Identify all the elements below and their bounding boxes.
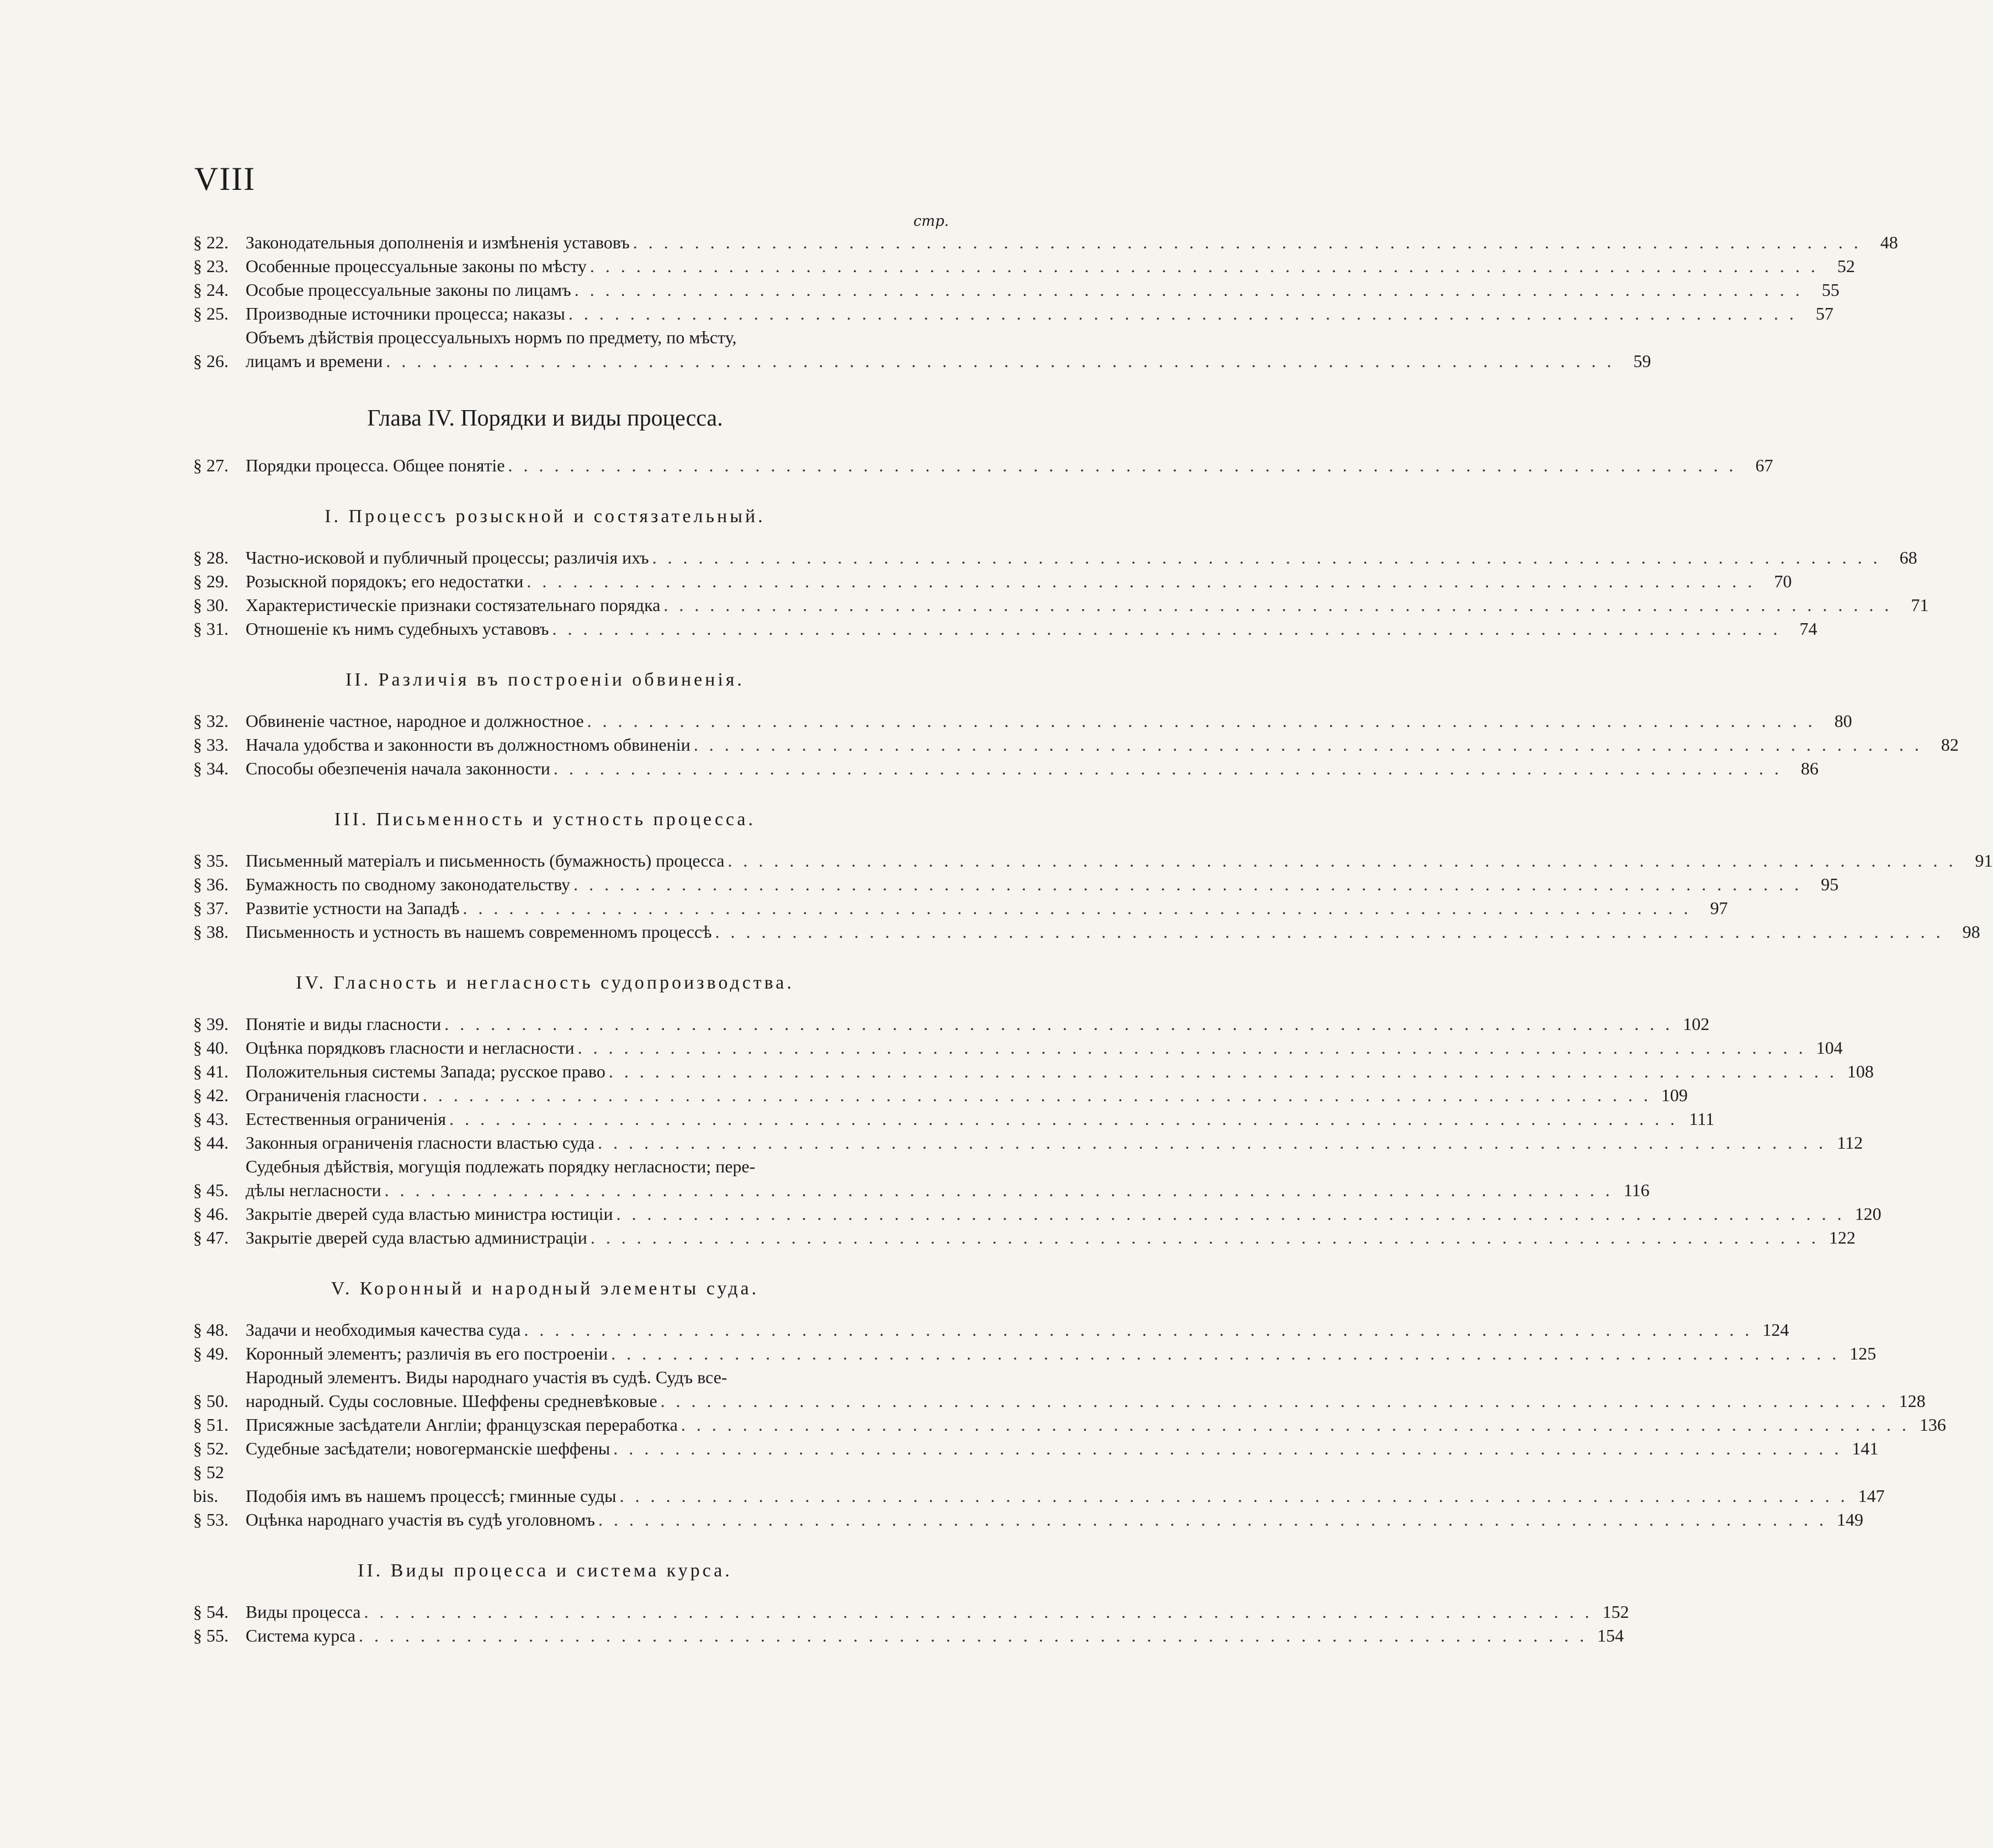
section-number: § 52. [193, 1438, 228, 1458]
entry-body [246, 1318, 1789, 1342]
entry-body [246, 849, 1993, 873]
entry-body [246, 231, 1898, 254]
section-number: § 29. [193, 571, 228, 591]
entry-body [246, 1084, 1688, 1107]
page-ref: 95 [1821, 874, 1839, 894]
page-ref: 74 [1799, 619, 1817, 639]
toc-entry [193, 1084, 1688, 1107]
dot-leader: . . . . . . . . . . . . . . . . . . . . . . . . . . . . . . . . . . . . . . . . . . . . . . . . . . . . . . . . . . . . . . . . . . . . . . . . . . . . . . . . [568, 304, 1797, 323]
entry-body [246, 920, 1980, 944]
entry-continuation-line [246, 1389, 1926, 1413]
toc-section [193, 973, 1882, 1250]
toc-entry [193, 326, 1651, 373]
toc-entry [193, 231, 1898, 254]
toc-entry [193, 1461, 1885, 1508]
entry-title: Система курса [246, 1626, 355, 1645]
section-number: § 25. [193, 304, 228, 323]
toc-entry [193, 570, 1792, 593]
dot-leader: . . . . . . . . . . . . . . . . . . . . . . . . . . . . . . . . . . . . . . . . . . . . . . . . . . . . . . . . . . . . . . . . . . . . . . . . . . . . . . . . [663, 595, 1893, 615]
entry-title: Естественныя ограниченія [246, 1109, 447, 1129]
section-number: § 52 bis. [193, 1462, 224, 1506]
dot-leader: . . . . . . . . . . . . . . . . . . . . . . . . . . . . . . . . . . . . . . . . . . . . . . . . . . . . . . . . . . . . . . . . . . . . . . . . . . . . . . . . [652, 548, 1881, 567]
dot-leader: . . . . . . . . . . . . . . . . . . . . . . . . . . . . . . . . . . . . . . . . . . . . . . . . . . . . . . . . . . . . . . . . . . . . . . . . . . . . . . . . [384, 1180, 1613, 1200]
table-of-contents [193, 231, 1993, 1648]
page-ref: 136 [1919, 1415, 1946, 1435]
toc-section [193, 809, 1993, 944]
toc-entry [193, 1036, 1843, 1060]
page-ref: 116 [1623, 1180, 1650, 1200]
page-ref: 57 [1815, 304, 1833, 323]
entry-title: Характеристическіе признаки состязательнаго порядка [246, 595, 661, 615]
entry-body [246, 617, 1817, 641]
entry-title: Подобія имъ въ нашемъ процессѣ; гминные суды [246, 1486, 616, 1506]
toc-section [193, 1560, 1629, 1648]
toc-entry [193, 546, 1917, 570]
page-ref: 152 [1602, 1602, 1629, 1622]
entry-title: Ограниченія гласности [246, 1085, 419, 1105]
dot-leader: . . . . . . . . . . . . . . . . . . . . . . . . . . . . . . . . . . . . . . . . . . . . . . . . . . . . . . . . . . . . . . . . . . . . . . . . . . . . . . . . [573, 874, 1803, 894]
page-ref: 128 [1899, 1391, 1926, 1411]
entry-title: Коронный элементъ; различія въ его построеніи [246, 1343, 608, 1363]
entry-body [246, 733, 1959, 757]
section-number: § 24. [193, 280, 228, 300]
page-ref: 120 [1854, 1204, 1882, 1224]
entry-body [246, 570, 1792, 593]
entry-body [246, 896, 1728, 920]
entry-title: Положительныя системы Запада; русское право [246, 1061, 605, 1081]
entry-title: Письменный матеріалъ и письменность (бумажность) процесса [246, 851, 725, 870]
dot-leader: . . . . . . . . . . . . . . . . . . . . . . . . . . . . . . . . . . . . . . . . . . . . . . . . . . . . . . . . . . . . . . . . . . . . . . . . . . . . . . . . [527, 571, 1756, 591]
page-ref: 147 [1858, 1486, 1885, 1506]
entry-body [246, 1342, 1877, 1366]
entry-title: Особенные процессуальные законы по мѣсту [246, 256, 587, 276]
entry-body [246, 1155, 1650, 1202]
page-ref: 112 [1837, 1133, 1863, 1153]
entry-body [246, 757, 1819, 780]
sections [193, 506, 1993, 1648]
entry-body [246, 1366, 1926, 1413]
entry-title: Объемъ дѣйствія процессуальныхъ нормъ по предмету, по мѣсту, [246, 327, 737, 347]
toc-entry [193, 920, 1980, 944]
entry-body [246, 1012, 1710, 1036]
entry-title: Законныя ограниченія гласности властью суда [246, 1133, 595, 1153]
section-number: § 49. [193, 1343, 228, 1363]
dot-leader: . . . . . . . . . . . . . . . . . . . . . . . . . . . . . . . . . . . . . . . . . . . . . . . . . . . . . . . . . . . . . . . . . . . . . . . . . . . . . . . . [633, 232, 1862, 252]
toc-entry [193, 278, 1840, 302]
page-ref: 122 [1829, 1228, 1856, 1247]
page-ref: 149 [1837, 1510, 1864, 1530]
page-ref: 97 [1710, 898, 1728, 918]
toc-entry [193, 254, 1855, 278]
dot-leader: . . . . . . . . . . . . . . . . . . . . . . . . . . . . . . . . . . . . . . . . . . . . . . . . . . . . . . . . . . . . . . . . . . . . . . . . . . . . . . . . [608, 1061, 1837, 1081]
entry-title: Порядки процесса. Общее понятіе [246, 455, 505, 475]
section-number: § 33. [193, 735, 228, 755]
toc-section [193, 1278, 1946, 1532]
entry-title: Закрытіе дверей суда властью министра юстиціи [246, 1204, 613, 1224]
section-number: § 35. [193, 851, 228, 870]
section-heading: III. Письменность и устность процесса. [334, 809, 756, 830]
dot-leader: . . . . . . . . . . . . . . . . . . . . . . . . . . . . . . . . . . . . . . . . . . . . . . . . . . . . . . . . . . . . . . . . . . . . . . . . . . . . . . . . [386, 351, 1615, 371]
entry-title: Частно-исковой и публичный процессы; различія ихъ [246, 548, 649, 567]
toc-entry [193, 1366, 1926, 1413]
toc-entry [193, 1107, 1715, 1131]
entry-body [246, 454, 1773, 477]
entry-title: Судебные засѣдатели; новогерманскіе шеффены [246, 1438, 610, 1458]
dot-leader: . . . . . . . . . . . . . . . . . . . . . . . . . . . . . . . . . . . . . . . . . . . . . . . . . . . . . . . . . . . . . . . . . . . . . . . . . . . . . . . . [613, 1438, 1842, 1458]
section-number: § 41. [193, 1061, 228, 1081]
toc-entry [193, 1226, 1856, 1250]
entry-title: Способы обезпеченія начала законности [246, 758, 550, 778]
entry-body [246, 1036, 1843, 1060]
section-heading: IV. Гласность и негласность судопроизводства. [296, 973, 794, 993]
entry-title: Виды процесса [246, 1602, 361, 1622]
dot-leader: . . . . . . . . . . . . . . . . . . . . . . . . . . . . . . . . . . . . . . . . . . . . . . . . . . . . . . . . . . . . . . . . . . . . . . . . . . . . . . . . [619, 1486, 1848, 1506]
section-number: § 38. [193, 922, 228, 942]
entry-title: Присяжные засѣдатели Англіи; французская переработка [246, 1415, 678, 1435]
page-ref: 48 [1880, 232, 1898, 252]
section-number: § 45. [193, 1180, 228, 1200]
toc-entry [193, 1342, 1877, 1366]
entry-title: Производные источники процесса; наказы [246, 304, 565, 323]
page-ref: 86 [1800, 758, 1819, 778]
toc-entry [193, 757, 1819, 780]
entry-body [246, 709, 1852, 733]
section-number: § 54. [193, 1602, 228, 1622]
dot-leader: . . . . . . . . . . . . . . . . . . . . . . . . . . . . . . . . . . . . . . . . . . . . . . . . . . . . . . . . . . . . . . . . . . . . . . . . . . . . . . . . [598, 1510, 1827, 1530]
toc-entry [193, 1437, 1879, 1461]
entry-continuation-line [246, 349, 1651, 373]
entry-body [246, 546, 1917, 570]
entry-body [246, 1600, 1629, 1624]
section-number: § 50. [193, 1391, 228, 1411]
toc-entry [193, 454, 1773, 477]
dot-leader: . . . . . . . . . . . . . . . . . . . . . . . . . . . . . . . . . . . . . . . . . . . . . . . . . . . . . . . . . . . . . . . . . . . . . . . . . . . . . . . . [449, 1109, 1678, 1129]
entry-title: Обвиненіе частное, народное и должностное [246, 711, 584, 731]
section-number: § 42. [193, 1085, 228, 1105]
toc-entry [193, 1155, 1650, 1202]
entry-title: Бумажность по сводному законодательству [246, 874, 571, 894]
dot-leader: . . . . . . . . . . . . . . . . . . . . . . . . . . . . . . . . . . . . . . . . . . . . . . . . . . . . . . . . . . . . . . . . . . . . . . . . . . . . . . . . [715, 922, 1944, 942]
page-ref: 59 [1633, 351, 1651, 371]
entry-body [246, 593, 1929, 617]
section-heading: V. Коронный и народный элементы суда. [331, 1278, 759, 1299]
entry-body [246, 302, 1833, 326]
dot-leader: . . . . . . . . . . . . . . . . . . . . . . . . . . . . . . . . . . . . . . . . . . . . . . . . . . . . . . . . . . . . . . . . . . . . . . . . . . . . . . . . [444, 1014, 1673, 1034]
section-number: § 32. [193, 711, 228, 731]
page-ref: 124 [1762, 1320, 1789, 1340]
chapter-heading: Глава IV. Порядки и виды процесса. [367, 406, 723, 431]
dot-leader: . . . . . . . . . . . . . . . . . . . . . . . . . . . . . . . . . . . . . . . . . . . . . . . . . . . . . . . . . . . . . . . . . . . . . . . . . . . . . . . . [524, 1320, 1753, 1340]
page-number: VIII [194, 161, 256, 197]
entry-title: Письменность и устность въ нашемъ современномъ процессѣ [246, 922, 712, 942]
section-heading: II. Различія въ построеніи обвиненія. [345, 670, 745, 690]
dot-leader: . . . . . . . . . . . . . . . . . . . . . . . . . . . . . . . . . . . . . . . . . . . . . . . . . . . . . . . . . . . . . . . . . . . . . . . . . . . . . . . . [589, 256, 1819, 276]
page-ref: 91 [1975, 851, 1993, 870]
section-number: § 30. [193, 595, 228, 615]
entry-title: Оцѣнка народнаго участія въ судѣ уголовномъ [246, 1510, 596, 1530]
dot-leader: . . . . . . . . . . . . . . . . . . . . . . . . . . . . . . . . . . . . . . . . . . . . . . . . . . . . . . . . . . . . . . . . . . . . . . . . . . . . . . . . [611, 1343, 1840, 1363]
page-ref: 104 [1816, 1038, 1843, 1058]
entry-title: Понятіе и виды гласности [246, 1014, 442, 1034]
intro-entries [193, 231, 1898, 373]
page-ref: 108 [1847, 1061, 1874, 1081]
dot-leader: . . . . . . . . . . . . . . . . . . . . . . . . . . . . . . . . . . . . . . . . . . . . . . . . . . . . . . . . . . . . . . . . . . . . . . . . . . . . . . . . [577, 1038, 1806, 1058]
toc-entry [193, 1413, 1946, 1437]
section-number: § 37. [193, 898, 228, 918]
entry-title: Развитіе устности на Западѣ [246, 898, 460, 918]
entry-title: Закрытіе дверей суда властью администраціи [246, 1228, 587, 1247]
page-ref: 98 [1962, 922, 1980, 942]
entry-title: Народный элементъ. Виды народнаго участія въ судѣ. Судъ все- [246, 1367, 727, 1387]
page-ref: 71 [1911, 595, 1929, 615]
entry-title-continuation: лицамъ и времени [246, 351, 383, 371]
toc-entry [193, 1131, 1863, 1155]
entry-title: Особые процессуальные законы по лицамъ [246, 280, 571, 300]
page-ref: 154 [1597, 1626, 1624, 1645]
entry-body [246, 1508, 1864, 1532]
page-column-label: стр. [913, 213, 949, 230]
section-number: § 23. [193, 256, 228, 276]
toc-section [193, 506, 1929, 641]
page-ref: 141 [1852, 1438, 1879, 1458]
toc-section [193, 670, 1959, 780]
toc-entry [193, 302, 1833, 326]
section-heading: I. Процессъ розыскной и состязательный. [325, 506, 766, 527]
section-number: § 31. [193, 619, 228, 639]
section-number: § 51. [193, 1415, 228, 1435]
toc-entry [193, 1060, 1874, 1084]
section-number: § 26. [193, 351, 228, 371]
dot-leader: . . . . . . . . . . . . . . . . . . . . . . . . . . . . . . . . . . . . . . . . . . . . . . . . . . . . . . . . . . . . . . . . . . . . . . . . . . . . . . . . [727, 851, 1957, 870]
toc-entry [193, 1202, 1882, 1226]
dot-leader: . . . . . . . . . . . . . . . . . . . . . . . . . . . . . . . . . . . . . . . . . . . . . . . . . . . . . . . . . . . . . . . . . . . . . . . . . . . . . . . . [598, 1133, 1827, 1153]
toc-entry [193, 849, 1993, 873]
entry-body [246, 1131, 1863, 1155]
page-ref: 70 [1774, 571, 1792, 591]
entry-title: Законодательныя дополненія и измѣненія уставовъ [246, 232, 630, 252]
page-ref: 55 [1821, 280, 1840, 300]
toc-entry [193, 896, 1728, 920]
toc-entry [193, 617, 1817, 641]
entry-body [246, 1107, 1715, 1131]
section-number: § 44. [193, 1133, 228, 1153]
dot-leader: . . . . . . . . . . . . . . . . . . . . . . . . . . . . . . . . . . . . . . . . . . . . . . . . . . . . . . . . . . . . . . . . . . . . . . . . . . . . . . . . [693, 735, 1922, 755]
section-number: § 36. [193, 874, 228, 894]
entry-body [246, 1437, 1879, 1461]
toc-entry [193, 733, 1959, 757]
dot-leader: . . . . . . . . . . . . . . . . . . . . . . . . . . . . . . . . . . . . . . . . . . . . . . . . . . . . . . . . . . . . . . . . . . . . . . . . . . . . . . . . [616, 1204, 1845, 1224]
toc-entry [193, 1600, 1629, 1624]
dot-leader: . . . . . . . . . . . . . . . . . . . . . . . . . . . . . . . . . . . . . . . . . . . . . . . . . . . . . . . . . . . . . . . . . . . . . . . . . . . . . . . . [552, 619, 1781, 639]
page-ref: 67 [1755, 455, 1773, 475]
dot-leader: . . . . . . . . . . . . . . . . . . . . . . . . . . . . . . . . . . . . . . . . . . . . . . . . . . . . . . . . . . . . . . . . . . . . . . . . . . . . . . . . [590, 1228, 1819, 1247]
entry-title-continuation: дѣлы негласности [246, 1180, 381, 1200]
dot-leader: . . . . . . . . . . . . . . . . . . . . . . . . . . . . . . . . . . . . . . . . . . . . . . . . . . . . . . . . . . . . . . . . . . . . . . . . . . . . . . . . [681, 1415, 1910, 1435]
section-number: § 53. [193, 1510, 228, 1530]
section-number: § 47. [193, 1228, 228, 1247]
page-ref: 102 [1683, 1014, 1710, 1034]
section-number: § 43. [193, 1109, 228, 1129]
chapter-entries [193, 454, 1773, 477]
dot-leader: . . . . . . . . . . . . . . . . . . . . . . . . . . . . . . . . . . . . . . . . . . . . . . . . . . . . . . . . . . . . . . . . . . . . . . . . . . . . . . . . [587, 711, 1816, 731]
section-number: § 48. [193, 1320, 228, 1340]
toc-entry [193, 1508, 1864, 1532]
entry-body [246, 1202, 1882, 1226]
entry-title: Судебныя дѣйствія, могущія подлежать порядку негласности; пере- [246, 1156, 756, 1176]
section-number: § 28. [193, 548, 228, 567]
page-ref: 80 [1834, 711, 1852, 731]
section-number: § 22. [193, 232, 228, 252]
entry-title: Оцѣнка порядковъ гласности и негласности [246, 1038, 575, 1058]
toc-entry [193, 873, 1839, 896]
entry-body [246, 326, 1651, 373]
dot-leader: . . . . . . . . . . . . . . . . . . . . . . . . . . . . . . . . . . . . . . . . . . . . . . . . . . . . . . . . . . . . . . . . . . . . . . . . . . . . . . . . [508, 455, 1737, 475]
page-ref: 82 [1941, 735, 1959, 755]
dot-leader: . . . . . . . . . . . . . . . . . . . . . . . . . . . . . . . . . . . . . . . . . . . . . . . . . . . . . . . . . . . . . . . . . . . . . . . . . . . . . . . . [553, 758, 1782, 778]
dot-leader: . . . . . . . . . . . . . . . . . . . . . . . . . . . . . . . . . . . . . . . . . . . . . . . . . . . . . . . . . . . . . . . . . . . . . . . . . . . . . . . . [660, 1391, 1889, 1411]
toc-entry [193, 593, 1929, 617]
dot-leader: . . . . . . . . . . . . . . . . . . . . . . . . . . . . . . . . . . . . . . . . . . . . . . . . . . . . . . . . . . . . . . . . . . . . . . . . . . . . . . . . [574, 280, 1803, 300]
page-ref: 125 [1849, 1343, 1877, 1363]
dot-leader: . . . . . . . . . . . . . . . . . . . . . . . . . . . . . . . . . . . . . . . . . . . . . . . . . . . . . . . . . . . . . . . . . . . . . . . . . . . . . . . . [463, 898, 1692, 918]
entry-body [246, 254, 1855, 278]
entry-title: Задачи и необходимыя качества суда [246, 1320, 521, 1340]
dot-leader: . . . . . . . . . . . . . . . . . . . . . . . . . . . . . . . . . . . . . . . . . . . . . . . . . . . . . . . . . . . . . . . . . . . . . . . . . . . . . . . . [364, 1602, 1593, 1622]
dot-leader: . . . . . . . . . . . . . . . . . . . . . . . . . . . . . . . . . . . . . . . . . . . . . . . . . . . . . . . . . . . . . . . . . . . . . . . . . . . . . . . . [422, 1085, 1651, 1105]
entry-body [246, 1060, 1874, 1084]
page-ref: 109 [1661, 1085, 1688, 1105]
dot-leader: . . . . . . . . . . . . . . . . . . . . . . . . . . . . . . . . . . . . . . . . . . . . . . . . . . . . . . . . . . . . . . . . . . . . . . . . . . . . . . . . [358, 1626, 1587, 1645]
entry-body [246, 1413, 1946, 1437]
entry-body [246, 1226, 1856, 1250]
entry-continuation-line [246, 1178, 1650, 1202]
page-ref: 52 [1837, 256, 1855, 276]
section-number: § 27. [193, 455, 228, 475]
toc-entry [193, 709, 1852, 733]
toc-entry [193, 1012, 1710, 1036]
section-number: § 34. [193, 758, 228, 778]
section-number: § 39. [193, 1014, 228, 1034]
entry-title: Начала удобства и законности въ должностномъ обвиненіи [246, 735, 690, 755]
entry-title: Розыскной порядокъ; его недостатки [246, 571, 524, 591]
entry-body [246, 1484, 1885, 1508]
entry-title: Отношеніе къ нимъ судебныхъ уставовъ [246, 619, 549, 639]
section-number: § 40. [193, 1038, 228, 1058]
entry-body [246, 873, 1839, 896]
toc-entry [193, 1624, 1624, 1648]
page-ref: 68 [1899, 548, 1917, 567]
page-ref: 111 [1689, 1109, 1715, 1129]
entry-body [246, 278, 1840, 302]
entry-body [246, 1624, 1624, 1648]
toc-entry [193, 1318, 1789, 1342]
entry-title-continuation: народный. Суды сословные. Шеффены средневѣковые [246, 1391, 657, 1411]
section-heading: II. Виды процесса и система курса. [358, 1560, 732, 1581]
section-number: § 55. [193, 1626, 228, 1645]
section-number: § 46. [193, 1204, 228, 1224]
